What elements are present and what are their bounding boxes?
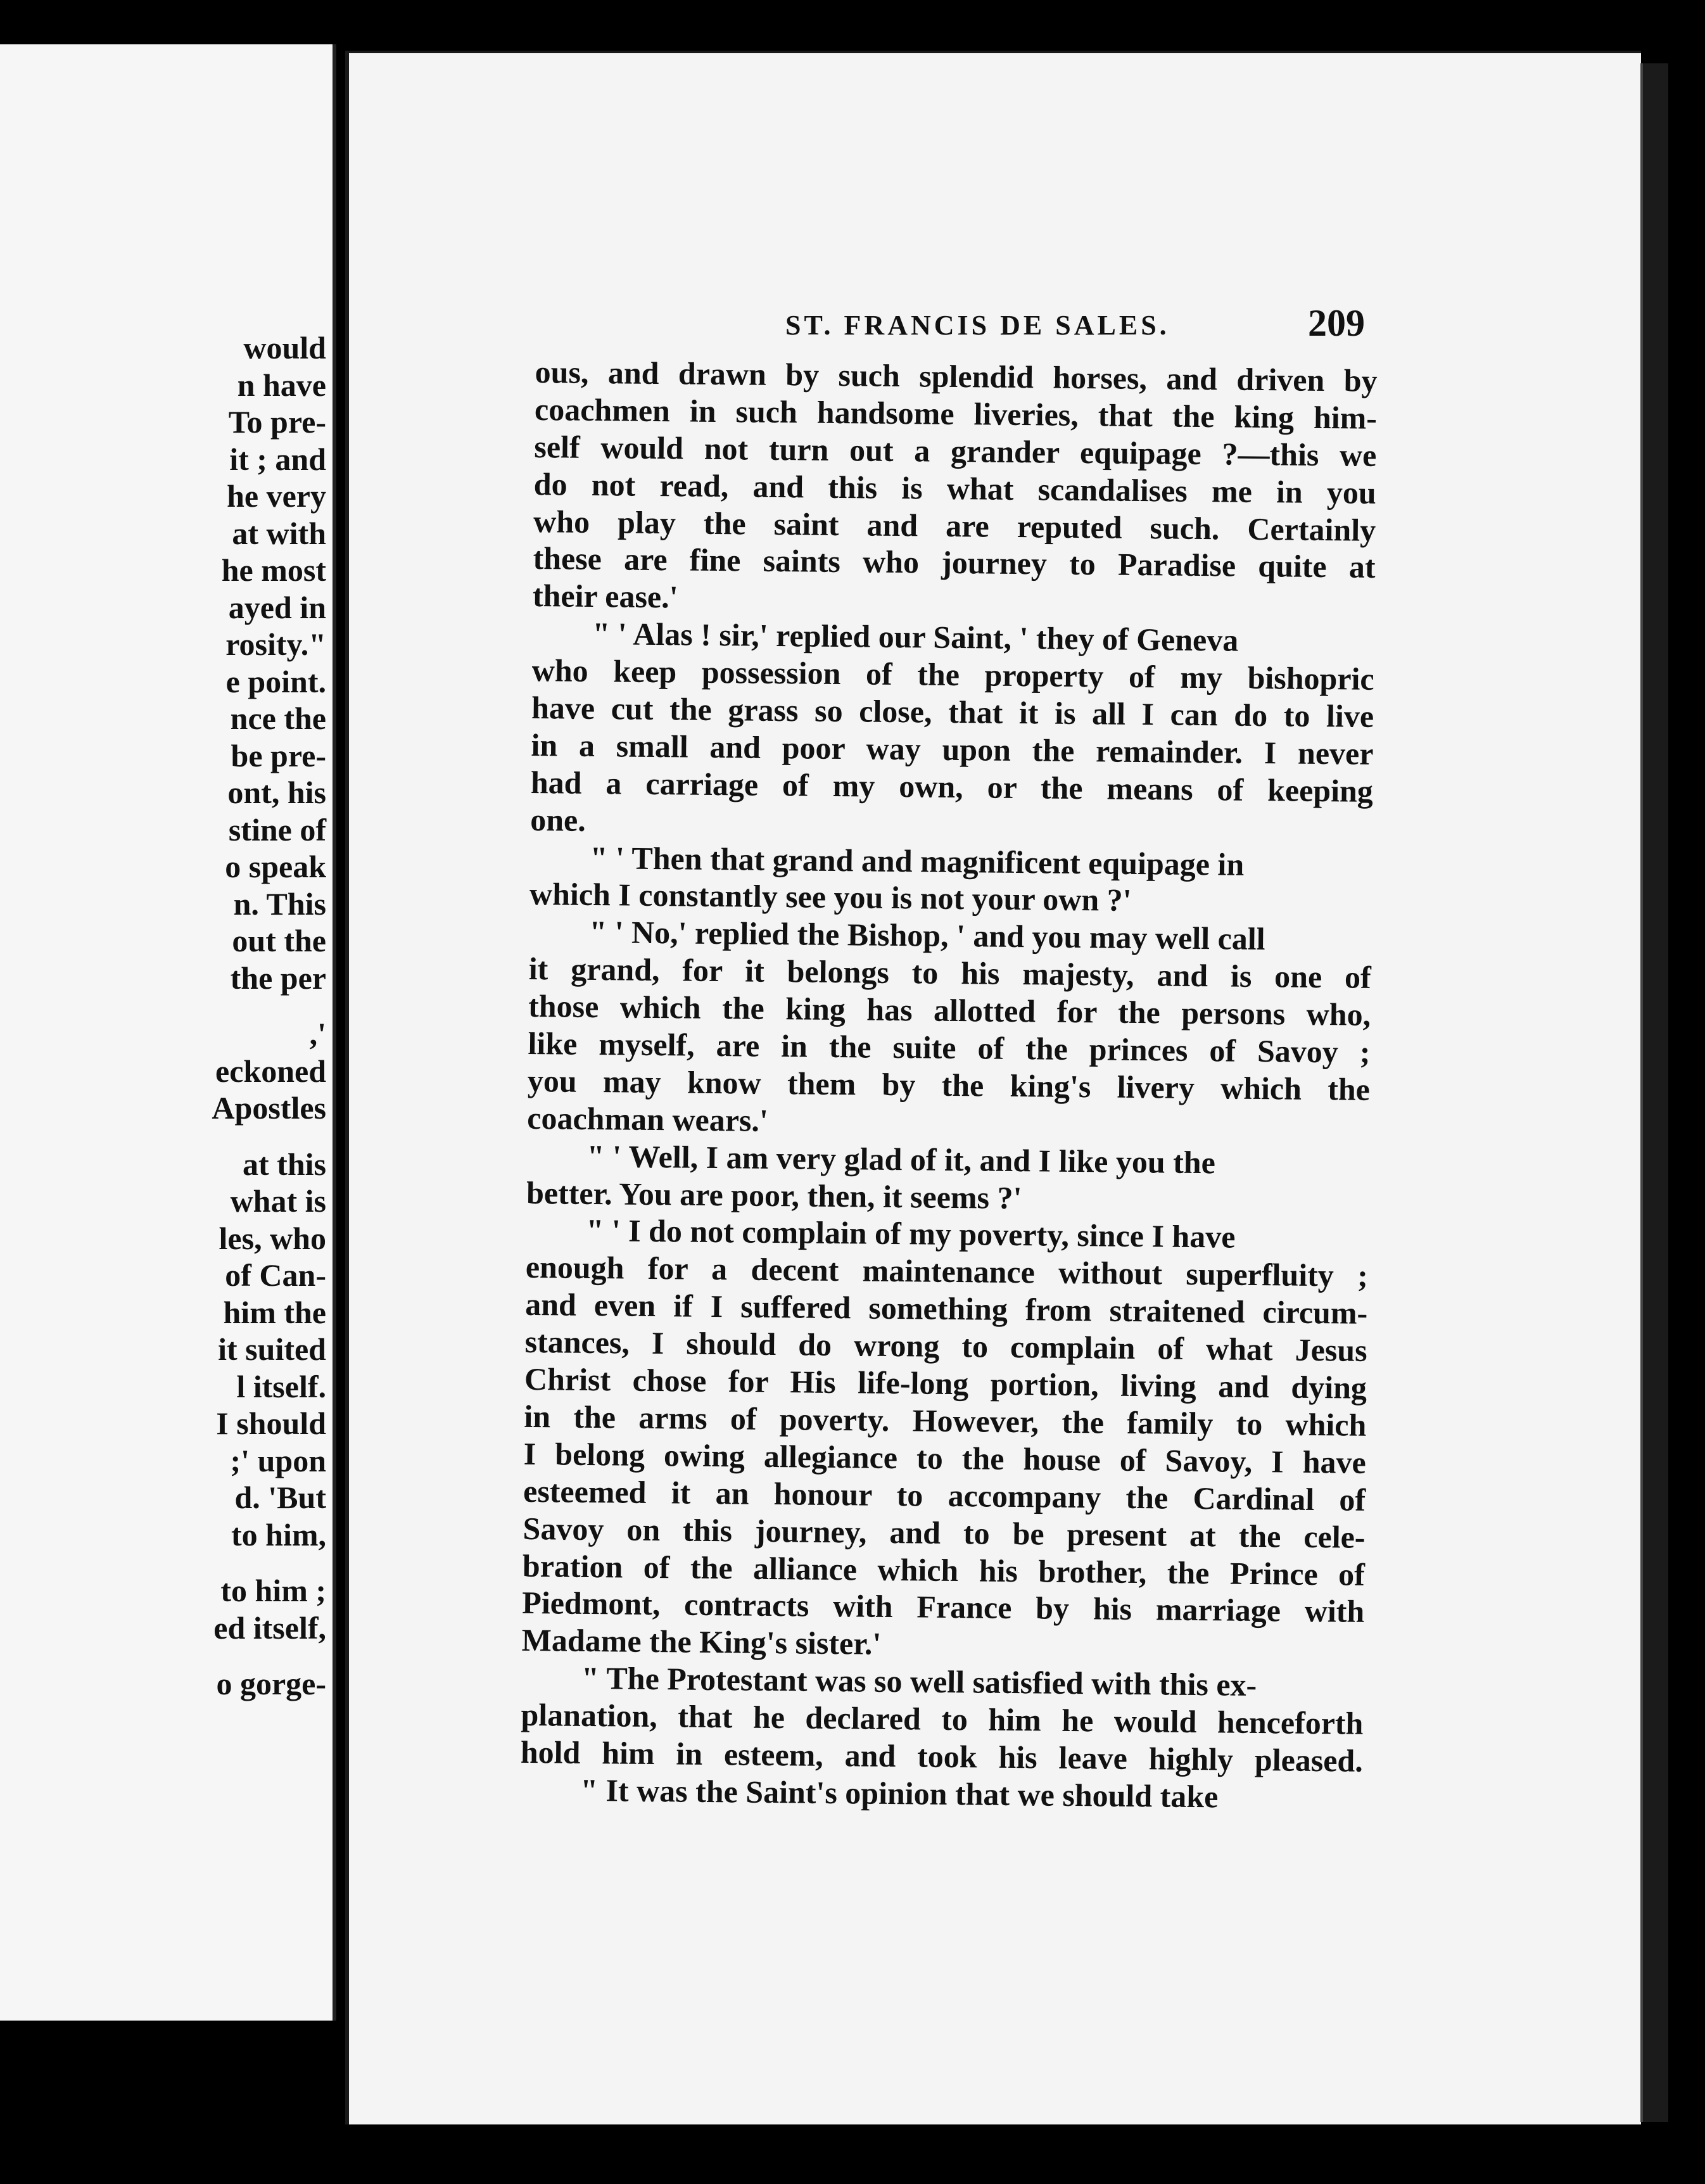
previous-page-line: ayed in bbox=[228, 589, 326, 625]
text-line: who play the saint and are reputed such. Certainly bbox=[533, 503, 1376, 548]
paragraph-first-line: " The Protestant was so well satisfied with this ex- bbox=[581, 1660, 1257, 1703]
text-line: one. bbox=[530, 801, 586, 838]
previous-page-line: nce the bbox=[230, 701, 326, 736]
text-line: in a small and poor way upon the remainder. I never bbox=[531, 727, 1374, 771]
previous-page-line: Apostles bbox=[212, 1090, 326, 1126]
previous-page-line: l itself. bbox=[236, 1368, 326, 1404]
running-head: ST. FRANCIS DE SALES. bbox=[785, 310, 1170, 341]
text-line: their ease.' bbox=[532, 578, 678, 615]
text-line: bration of the alliance which his brother, the Prince of bbox=[522, 1547, 1366, 1592]
text-line: hold him in esteem, and took his leave highly pleased. bbox=[520, 1734, 1364, 1779]
previous-page-line: ;' upon bbox=[230, 1442, 326, 1478]
previous-page-line: stine of bbox=[228, 811, 326, 848]
previous-page-line: he most bbox=[221, 552, 326, 588]
text-line: better. You are poor, then, it seems ?' bbox=[526, 1174, 1022, 1216]
previous-page-text bbox=[212, 329, 326, 1703]
text-line: have cut the grass so close, that it is all I can do to live bbox=[531, 689, 1374, 734]
text-line: enough for a decent maintenance without superfluity ; bbox=[525, 1249, 1369, 1294]
previous-page-line: it ; and bbox=[229, 441, 326, 477]
previous-page-line: ,' bbox=[309, 1016, 326, 1051]
text-line: coachmen in such handsome liveries, that the king him- bbox=[534, 391, 1378, 436]
previous-page-line: the per bbox=[230, 960, 326, 996]
book-edge bbox=[1640, 63, 1668, 2122]
text-line: Piedmont, contracts with France by his marriage with bbox=[522, 1585, 1365, 1630]
text-line: planation, that he declared to him he would henceforth bbox=[521, 1696, 1364, 1741]
previous-page-line bbox=[212, 996, 326, 1015]
previous-page-line: to him ; bbox=[220, 1573, 326, 1608]
text-line: do not read, and this is what scandalises me in you bbox=[533, 466, 1377, 511]
text-line: it grand, for it belongs to his majesty, and is one of bbox=[528, 951, 1372, 996]
previous-page-line: les, who bbox=[219, 1220, 326, 1256]
paragraph-first-line: " ' Alas ! sir,' replied our Saint, ' they of Geneva bbox=[592, 616, 1239, 658]
page-body-text bbox=[520, 353, 1378, 1817]
text-line: these are fine saints who journey to Paradise quite at bbox=[533, 540, 1376, 585]
text-line: I belong owing allegiance to the house of Savoy, I have bbox=[523, 1435, 1367, 1480]
page-number: 209 bbox=[1308, 302, 1365, 344]
text-line: stances, I should do wrong to complain of what Jesus bbox=[524, 1324, 1367, 1368]
paragraph-first-line: " ' Well, I am very glad of it, and I like you the bbox=[586, 1138, 1216, 1181]
previous-page-line: at this bbox=[243, 1146, 326, 1182]
paragraph-first-line: " ' I do not complain of my poverty, since I have bbox=[586, 1212, 1236, 1255]
text-line: like myself, are in the suite of the princes of Savoy ; bbox=[528, 1025, 1371, 1070]
previous-page-line: be pre- bbox=[231, 737, 326, 773]
previous-page-line: n. This bbox=[233, 886, 326, 922]
previous-page-line: it suited bbox=[218, 1331, 326, 1367]
text-line: who keep possession of the property of my bishopric bbox=[531, 652, 1374, 697]
previous-page-line: n have bbox=[237, 367, 326, 403]
previous-page-line: e point. bbox=[225, 663, 326, 699]
text-line: esteemed it an honour to accompany the Cardinal of bbox=[523, 1473, 1366, 1518]
previous-page-line: o speak bbox=[225, 849, 326, 884]
text-line: Christ chose for His life-long portion, living and dying bbox=[524, 1361, 1367, 1406]
previous-page-line: at with bbox=[232, 515, 326, 551]
previous-page-line: what is bbox=[230, 1183, 326, 1219]
previous-page-line bbox=[212, 1127, 326, 1146]
paragraph-first-line: " ' Then that grand and magnificent equipage in bbox=[590, 839, 1245, 882]
previous-page-line: To pre- bbox=[228, 404, 326, 440]
previous-page-fragment bbox=[0, 44, 336, 2021]
previous-page-line: ed itself, bbox=[213, 1609, 326, 1646]
paragraph-first-line: " It was the Saint's opinion that we should take bbox=[580, 1772, 1219, 1815]
text-line: self would not turn out a grander equipage ?—this we bbox=[534, 428, 1377, 473]
text-line: and even if I suffered something from straitened circum- bbox=[524, 1286, 1368, 1331]
previous-page-line bbox=[212, 1553, 326, 1572]
previous-page-line: eckoned bbox=[215, 1053, 326, 1089]
previous-page-line: I should bbox=[216, 1406, 326, 1441]
previous-page-line: would bbox=[243, 330, 326, 365]
text-line: ous, and drawn by such splendid horses, and driven by bbox=[535, 353, 1378, 398]
text-line: Madame the King's sister.' bbox=[521, 1622, 882, 1662]
text-line: coachman wears.' bbox=[527, 1100, 769, 1138]
previous-page-line: out the bbox=[232, 923, 326, 958]
previous-page-line: of Can- bbox=[225, 1257, 326, 1293]
text-line: those which the king has allotted for the persons who, bbox=[528, 988, 1371, 1033]
previous-page-line: o gorge- bbox=[216, 1666, 326, 1701]
text-line: had a carriage of my own, or the means of keeping bbox=[530, 764, 1374, 809]
previous-page-line: he very bbox=[227, 478, 326, 514]
text-line: in the arms of poverty. However, the family to which bbox=[524, 1398, 1367, 1443]
previous-page-line: ont, his bbox=[227, 775, 326, 810]
text-line: Savoy on this journey, and to be present at the cele- bbox=[523, 1510, 1366, 1555]
previous-page-line: rosity." bbox=[225, 626, 326, 662]
paragraph-first-line: " ' No,' replied the Bishop, ' and you may well call bbox=[589, 914, 1265, 957]
text-line: which I constantly see you is not your own ?' bbox=[529, 876, 1132, 918]
previous-page-line: to him, bbox=[231, 1516, 326, 1552]
text-line: you may know them by the king's livery which the bbox=[527, 1062, 1371, 1107]
previous-page-line: him the bbox=[223, 1294, 326, 1330]
previous-page-line: d. 'But bbox=[234, 1480, 326, 1515]
previous-page-line bbox=[212, 1646, 326, 1665]
